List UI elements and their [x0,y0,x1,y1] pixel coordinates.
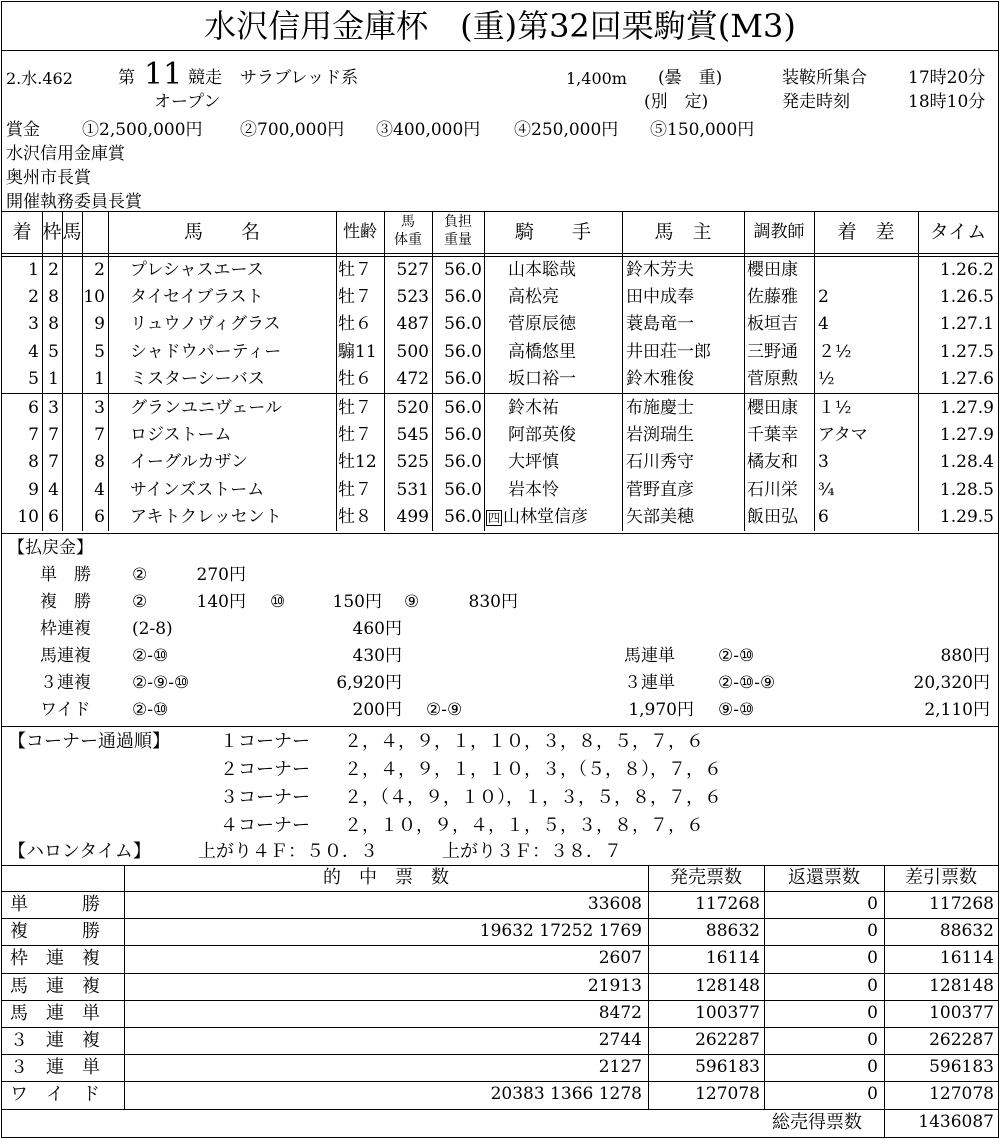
result-sex-age: 牡７ [338,425,372,446]
wide-combo-1: ②-⑩ [132,700,169,720]
column-divider [484,211,485,531]
result-trainer: 櫻田康 [747,398,798,418]
vote-row-sold: 596183 [695,1057,760,1078]
vote-row-refund: 0 [867,1030,878,1050]
result-time: 1.27.1 [939,314,994,335]
umatan-combo: ②-⑩ [718,646,755,666]
result-jockey-name: 岩本怜 [508,479,559,500]
result-bracket: 3 [48,398,59,418]
vote-row-label: ワ イ ド [10,1084,100,1106]
prize-3: ③400,000円 [376,120,481,140]
prize-4: ④250,000円 [514,120,619,140]
prize-1: ①2,500,000円 [82,120,203,140]
result-jockey-name: 鈴木祐 [508,398,559,418]
vote-row-sold: 127078 [695,1084,760,1105]
fukusho-label: 複 勝 [40,592,91,612]
corner-2-order: ２，４，９，１，１０，３，（５，８），７，６ [344,759,722,780]
result-jockey-name: 高松亮 [508,287,559,308]
result-trainer: 飯田弘 [747,506,798,527]
fukusho-combo-2: ⑩ [270,592,286,612]
result-sex-age: 牡12 [338,452,377,473]
result-bracket: 2 [48,260,59,280]
result-horse-no: 4 [94,479,105,500]
wide-amount-3: 2,110円 [924,700,990,720]
result-sex-age: 牡７ [338,398,372,418]
result-horse-name: リュウノヴィグラス [130,314,281,335]
result-sex-age: 騸11 [338,341,377,362]
result-jockey-name: 大坪慎 [508,452,559,473]
vote-row-sold: 262287 [695,1030,760,1050]
vote-row-hit: 33608 [587,894,642,914]
vote-row-refund: 0 [867,1057,878,1078]
header-name: 馬 名 [183,221,260,243]
vote-row-net: 100377 [929,1002,994,1023]
vote-row-hit: 2607 [598,948,642,969]
trio-label: ３連複 [40,673,91,693]
trifecta-label: ３連単 [624,673,675,693]
result-jockey [508,395,559,422]
result-time: 1.27.5 [939,341,994,362]
result-weight: 500 [396,341,429,362]
vote-row-label: 単 勝 [10,894,100,915]
fukusho-combo-1: ② [132,592,148,612]
result-margin: 3 [818,452,829,473]
result-owner: 蓑島竜一 [626,314,694,335]
prize-2: ②700,000円 [240,120,345,140]
header-jockey: 騎 手 [514,221,591,243]
result-load: 56.0 [444,341,482,362]
vote-row-sold: 128148 [695,975,760,996]
result-place: 2 [28,287,39,308]
wide-amount-2: 1,970円 [628,700,694,720]
result-bracket: 6 [48,506,59,527]
header-sex-age: 性齢 [343,222,377,242]
result-time: 1.26.2 [939,260,994,280]
result-jockey-name: 坂口裕一 [508,368,576,389]
column-divider [108,211,109,531]
result-jockey [508,339,576,366]
result-place: 6 [28,398,39,418]
wakuren-amount: 460円 [352,619,402,639]
result-load: 56.0 [444,425,482,446]
result-weight: 545 [396,425,429,446]
divider [2,533,998,534]
race-kyoso: 競走 [188,68,222,88]
furlong-last4f: 上がり４Ｆ：５０．３ [198,841,378,862]
corner-4-label: ４コーナー [220,815,310,836]
saddling-label: 装鞍所集合 [782,68,867,88]
vote-row-refund: 0 [867,1002,878,1023]
vote-row-sold: 117268 [695,894,760,914]
vote-row-net: 88632 [939,921,994,942]
result-time: 1.29.5 [939,506,994,527]
result-place: 7 [28,425,39,446]
race-distance: 1,400m [566,69,627,88]
apprentice-mark: 四 [488,510,501,525]
result-jockey-name: 山林堂信彦 [503,506,589,527]
wide-label: ワイド [40,700,91,720]
result-margin: ½ [818,368,835,389]
corners-header: 【コーナー通過順】 [8,731,170,752]
vote-row-net: 262287 [929,1030,994,1050]
result-load: 56.0 [444,398,482,418]
result-trainer: 櫻田康 [747,260,798,280]
header-sold: 発売票数 [670,867,742,888]
vote-row-label: 複 勝 [10,921,100,943]
result-horse-no: 5 [94,341,105,362]
result-trainer: 菅原勲 [747,368,798,389]
header-bracket: 枠 [42,221,62,243]
award-3: 開催執務委員長賞 [6,192,142,212]
result-owner: 岩渕瑞生 [626,425,694,446]
vote-row-refund: 0 [867,921,878,942]
corner-1-order: ２，４，９，１，１０，３，８，５，７，６ [344,731,704,752]
result-weight: 520 [396,398,429,418]
tansho-label: 単 勝 [40,565,91,585]
column-divider [744,211,745,531]
wide-combo-3: ⑨-⑩ [718,700,755,720]
result-load: 56.0 [444,368,482,389]
result-margin: １½ [818,398,852,418]
header-horse-no: 馬 [62,221,82,243]
trifecta-combo: ②-⑩-⑨ [718,673,776,693]
result-jockey-name: 高橋悠里 [508,341,576,362]
result-place: 5 [28,368,39,389]
result-sex-age: 牡７ [338,260,372,280]
header-place: 着 [12,221,32,243]
result-horse-no: 1 [94,368,105,389]
race-dai: 第 [118,68,135,88]
result-horse-name: ロジストーム [130,425,232,446]
result-trainer: 橘友和 [747,452,798,473]
result-bracket: 7 [48,425,59,446]
result-owner: 田中成奉 [626,287,694,308]
result-bracket: 5 [48,341,59,362]
result-weight: 499 [396,506,429,527]
vote-row-net: 117268 [929,894,994,914]
total-value: 1436087 [918,1111,994,1132]
header-owner: 馬 主 [654,221,712,243]
furlong-header: 【ハロンタイム】 [8,841,151,862]
result-time: 1.27.6 [939,368,994,389]
result-jockey-name: 山本聡哉 [508,260,576,280]
result-horse-no: 9 [94,314,105,335]
header-weight-bottom: 体重 [394,232,422,248]
result-horse-name: タイセイブラスト [130,287,264,308]
result-load: 56.0 [444,506,482,527]
result-load: 56.0 [444,479,482,500]
vote-row-hit: 8472 [598,1002,642,1023]
post-label: 発走時刻 [782,92,850,112]
vote-row-sold: 100377 [695,1002,760,1023]
tansho-combo: ② [132,565,148,585]
trio-combo: ②-⑨-⑩ [132,673,190,693]
result-horse-no: 10 [83,287,105,308]
tansho-amount: 270円 [196,565,246,585]
result-jockey [508,449,559,476]
total-label: 総売得票数 [772,1111,862,1133]
divider [2,726,998,727]
race-weight-rule: (別 定) [644,92,709,112]
result-trainer: 三野通 [747,341,798,362]
race-result-sheet [1,1,999,1138]
award-2: 奥州市長賞 [6,168,91,188]
result-owner: 矢部美穂 [626,506,694,527]
race-breed: サラブレッド系 [240,68,359,88]
header-hit: 的 中 票 数 [323,867,449,888]
result-sex-age: 牡６ [338,368,372,389]
header-load-top: 負担 [444,214,472,230]
result-place: 10 [17,506,39,527]
prize-5: ⑤150,000円 [650,120,755,140]
umatan-amount: 880円 [940,646,990,666]
result-bracket: 7 [48,452,59,473]
result-bracket: 4 [48,479,59,500]
vote-row-refund: 0 [867,975,878,996]
result-owner: 石川秀守 [626,452,694,473]
result-time: 1.27.9 [939,425,994,446]
result-horse-no: 8 [94,452,105,473]
vote-row-sold: 88632 [705,921,760,942]
vote-row-net: 127078 [929,1084,994,1105]
result-load: 56.0 [444,260,482,280]
race-weather-track: (曇 重) [658,68,723,88]
umatan-label: 馬連単 [624,646,675,666]
umaren-combo: ②-⑩ [132,646,169,666]
result-horse-no: 3 [94,398,105,418]
result-horse-name: ミスターシーバス [130,368,265,389]
result-jockey [508,257,576,284]
header-trainer: 調教師 [753,222,805,242]
divider [2,253,998,254]
result-place: 3 [28,314,39,335]
vote-row-label: ３ 連 複 [10,1030,100,1051]
result-jockey-name: 菅原辰徳 [508,314,576,335]
vote-row-refund: 0 [867,1084,878,1105]
result-jockey [508,366,576,393]
result-weight: 487 [396,314,429,335]
corner-3-label: ３コーナー [220,787,310,808]
result-jockey [508,477,559,504]
header-net: 差引票数 [905,867,977,888]
result-sex-age: 牡７ [338,479,372,500]
post-time: 18時10分 [908,92,986,112]
result-jockey-name: 阿部英俊 [508,425,576,446]
result-margin: アタマ [818,425,868,446]
result-horse-name: グランユニヴェール [130,398,282,418]
vote-row-refund: 0 [867,894,878,914]
result-time: 1.26.5 [939,287,994,308]
result-weight: 525 [396,452,429,473]
result-margin: ¾ [818,479,835,500]
result-bracket: 8 [48,287,59,308]
result-horse-no: 7 [94,425,105,446]
vote-row-label: 馬 連 単 [10,1002,100,1024]
result-owner: 菅野直彦 [626,479,694,500]
result-weight: 472 [396,368,429,389]
result-margin: 6 [818,506,829,527]
result-load: 56.0 [444,452,482,473]
umaren-amount: 430円 [352,646,402,666]
result-bracket: 1 [48,368,59,389]
vote-row-label: ３ 連 単 [10,1057,100,1079]
result-owner: 鈴木雅俊 [626,368,694,389]
prize-label: 賞金 [6,120,40,140]
divider [2,50,998,51]
header-margin: 着 差 [837,221,895,243]
vote-row-hit: 2127 [598,1057,642,1078]
header-time: タイム [929,221,987,243]
corner-2-label: ２コーナー [220,759,310,780]
result-owner: 鈴木芳夫 [626,260,694,280]
column-divider [336,211,337,531]
corner-3-order: ２，（４，９，１０），１，３，５，８，７，６ [344,787,722,808]
result-place: 8 [28,452,39,473]
column-divider [814,211,815,531]
header-refund: 返還票数 [788,867,860,888]
fukusho-amount-3: 830円 [468,592,518,612]
result-margin: ２½ [818,341,852,362]
result-load: 56.0 [444,287,482,308]
corner-1-label: １コーナー [220,731,310,752]
wakuren-combo: (2-8) [132,619,173,639]
result-time: 1.28.5 [939,479,994,500]
race-number: 11 [144,57,183,92]
result-sex-age: 牡６ [338,314,372,335]
vote-row-sold: 16114 [705,948,760,969]
result-horse-name: アキトクレッセント [130,506,282,527]
award-1: 水沢信用金庫賞 [6,144,125,164]
wakuren-label: 枠連複 [40,619,91,639]
result-trainer: 佐藤雅 [747,287,798,308]
result-owner: 布施慶士 [626,398,694,418]
fukusho-amount-2: 150円 [332,592,382,612]
result-time: 1.27.9 [939,398,994,418]
result-horse-no: 2 [94,260,105,280]
vote-row-net: 16114 [939,948,994,969]
payout-header: 【払戻金】 [8,538,93,558]
page-title: 水沢信用金庫杯 (重)第32回栗駒賞(M3) [204,7,796,45]
result-margin: 4 [818,314,829,335]
trio-amount: 6,920円 [336,673,402,693]
result-trainer: 千葉幸 [747,425,798,446]
divider [2,393,998,394]
vote-row-hit: 19632 17252 1769 [479,921,642,942]
vote-row-label: 枠 連 複 [10,948,100,970]
corner-4-order: ２，１０，９，４，１，５，３，８，７，６ [344,815,704,836]
result-jockey [508,311,576,338]
result-weight: 527 [396,260,429,280]
wide-combo-2: ②-⑨ [426,700,463,720]
result-margin: 2 [818,287,829,308]
vote-row-hit: 2744 [598,1030,642,1050]
result-owner: 井田荘一郎 [626,341,711,362]
result-jockey [486,504,588,531]
vote-row-net: 128148 [929,975,994,996]
result-jockey [508,284,559,311]
result-trainer: 板垣吉 [747,314,798,335]
header-load-bottom: 重量 [444,232,472,248]
furlong-last3f: 上がり３Ｆ：３８．７ [442,841,622,862]
result-horse-name: プレシャスエース [130,260,264,280]
result-horse-no: 6 [94,506,105,527]
column-divider [622,211,623,531]
umaren-label: 馬連複 [40,646,91,666]
vote-row-hit: 21913 [587,975,642,996]
result-weight: 531 [396,479,429,500]
race-class: オープン [154,92,221,112]
fukusho-combo-3: ⑨ [404,592,420,612]
header-weight-top: 馬 [401,214,415,230]
result-bracket: 8 [48,314,59,335]
result-sex-age: 牡７ [338,287,372,308]
result-horse-name: シャドウパーティー [130,341,282,362]
vote-row-label: 馬 連 複 [10,975,100,997]
result-trainer: 石川栄 [747,479,798,500]
result-load: 56.0 [444,314,482,335]
result-time: 1.28.4 [939,452,994,473]
result-weight: 523 [396,287,429,308]
result-horse-name: サインズストーム [130,479,265,500]
race-code: 2.水.462 [6,69,73,88]
trifecta-amount: 20,320円 [913,673,990,693]
fukusho-amount-1: 140円 [196,592,246,612]
result-place: 1 [28,260,39,280]
result-horse-name: イーグルカザン [130,452,249,473]
saddling-time: 17時20分 [908,68,986,88]
wide-amount-1: 200円 [352,700,402,720]
vote-row-hit: 20383 1366 1278 [490,1084,642,1105]
result-place: 9 [28,479,39,500]
result-sex-age: 牡８ [338,506,372,527]
vote-row-refund: 0 [867,948,878,969]
result-jockey [508,422,576,449]
vote-row-net: 596183 [929,1057,994,1078]
result-place: 4 [28,341,39,362]
